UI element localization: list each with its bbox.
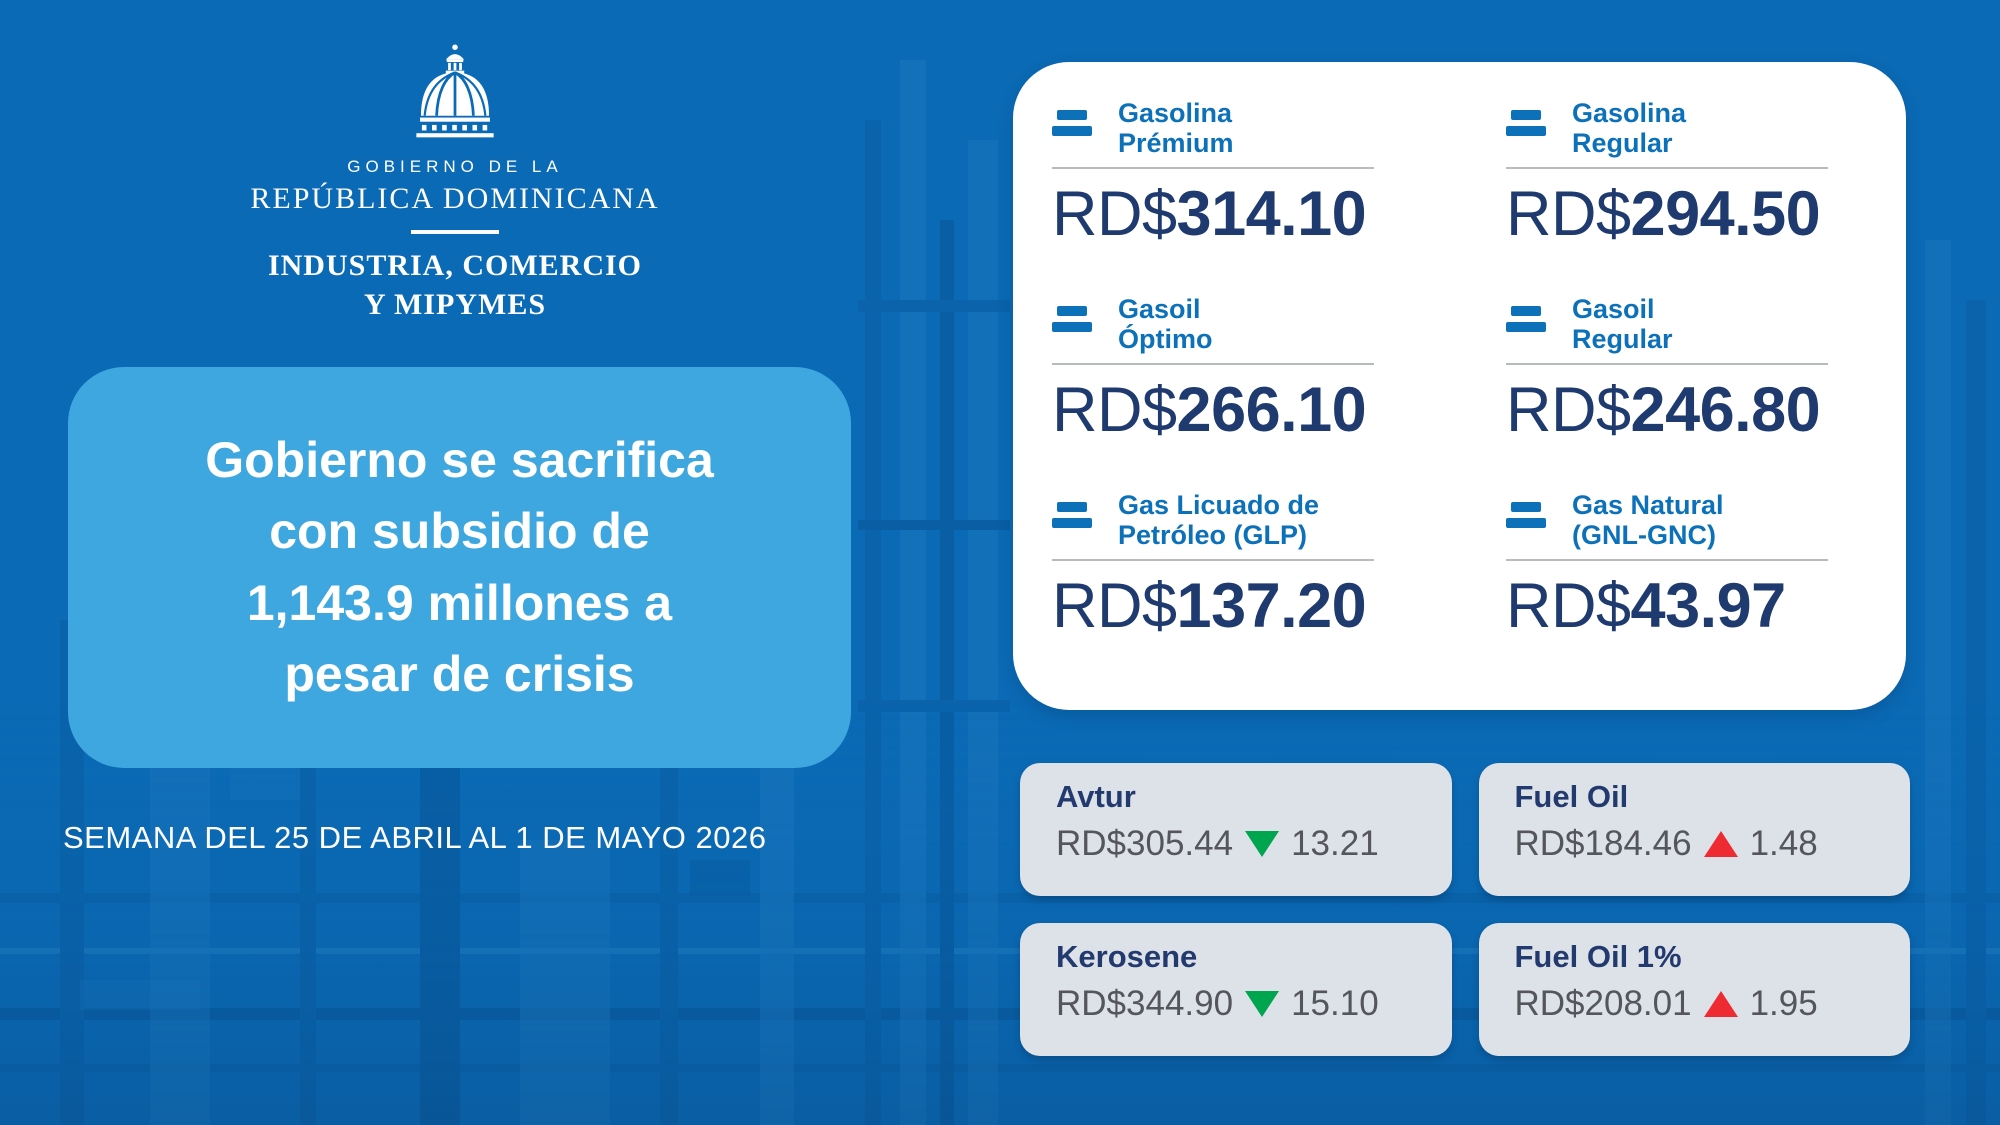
price-change-value: 1.48 <box>1749 824 1818 863</box>
fuel-item-underline <box>1506 363 1828 365</box>
currency-prefix: RD$ <box>1506 571 1631 642</box>
fuel-item-header <box>1052 98 1465 158</box>
fuel-prices-grid <box>1013 62 1906 710</box>
price-number: 294.50 <box>1630 179 1821 250</box>
fuel-item-underline <box>1506 559 1828 561</box>
headline-line-4: pesar de crisis <box>284 646 635 702</box>
fuel-item-header <box>1052 490 1465 550</box>
fuel-name-line1: Gas Natural <box>1572 490 1724 520</box>
secondary-price-row <box>1515 984 1911 1024</box>
price-number: 137.20 <box>1176 571 1367 642</box>
fuel-name-line1: Gas Licuado de <box>1118 490 1320 520</box>
fuel-name <box>1572 98 1686 158</box>
price-number: 43.97 <box>1630 571 1786 642</box>
currency-prefix: RD$ <box>1506 375 1631 446</box>
currency-prefix: RD$ <box>1052 179 1177 250</box>
republica-dominicana-text: REPÚBLICA DOMINICANA <box>250 182 660 215</box>
fuel-price-item <box>1052 490 1465 686</box>
fuel-name-line1: Gasoil <box>1572 294 1655 324</box>
secondary-fuel-name: Avtur <box>1056 779 1136 814</box>
price-number: 314.10 <box>1176 179 1367 250</box>
fuel-price-value <box>1506 178 1878 250</box>
fuel-name <box>1572 490 1724 550</box>
fuel-bars-icon <box>1506 306 1546 332</box>
secondary-fuel-name: Fuel Oil 1% <box>1514 939 1682 974</box>
headline-line-3: 1,143.9 millones a <box>246 574 673 631</box>
main-fuel-prices-card <box>1013 62 1906 710</box>
fuel-price-value <box>1506 374 1878 446</box>
ministry-name-line1: INDUSTRIA, COMERCIO <box>267 249 643 282</box>
headline-card <box>68 367 851 768</box>
fuel-item-header <box>1506 490 1878 550</box>
fuel-item-header <box>1506 294 1878 354</box>
price-change-value: 13.21 <box>1291 824 1379 863</box>
secondary-price-row <box>1515 824 1911 864</box>
fuel-bars-icon <box>1052 110 1092 136</box>
arrow-up-icon <box>1704 991 1738 1017</box>
fuel-item-underline <box>1506 167 1828 169</box>
fuel-name <box>1118 98 1234 158</box>
fuel-name <box>1118 490 1319 550</box>
fuel-price-value <box>1506 570 1878 642</box>
fuel-price-item <box>1465 98 1878 294</box>
secondary-price-card <box>1020 763 1452 896</box>
price-change-value: 15.10 <box>1291 984 1379 1023</box>
fuel-name-line2: Óptimo <box>1118 324 1213 355</box>
arrow-down-icon <box>1245 991 1279 1017</box>
secondary-fuels-grid <box>1020 763 1910 1056</box>
fuel-price-item <box>1465 294 1878 490</box>
fuel-price-value <box>1052 570 1465 642</box>
currency-prefix: RD$ <box>1052 571 1177 642</box>
fuel-item-header <box>1506 98 1878 158</box>
secondary-price-card <box>1020 923 1452 1056</box>
fuel-price-item <box>1052 294 1465 490</box>
fuel-price-item <box>1052 98 1465 294</box>
ministry-name-line2: Y MIPYMES <box>363 288 547 321</box>
fuel-name-line1: Gasolina <box>1118 98 1233 128</box>
government-logo-block <box>155 44 755 322</box>
fuel-bars-icon <box>1506 110 1546 136</box>
price-number: 266.10 <box>1176 375 1367 446</box>
fuel-bars-icon <box>1052 306 1092 332</box>
gobierno-de-la-text: GOBIERNO DE LA <box>347 157 563 176</box>
fuel-price-value <box>1052 374 1465 446</box>
arrow-up-icon <box>1704 831 1738 857</box>
headline-text <box>205 425 714 711</box>
headline-line-2: con subsidio de <box>269 503 650 559</box>
arrow-down-icon <box>1245 831 1279 857</box>
fuel-name-line1: Gasoil <box>1118 294 1201 324</box>
fuel-price-item <box>1465 490 1878 686</box>
currency-prefix: RD$ <box>1052 375 1177 446</box>
secondary-price-row <box>1056 984 1452 1024</box>
headline-line-1: Gobierno se sacrifica <box>205 431 714 488</box>
secondary-fuel-name: Kerosene <box>1056 939 1198 974</box>
fuel-bars-icon <box>1506 502 1546 528</box>
fuel-name-line2: Regular <box>1572 128 1673 159</box>
fuel-name-line2: (GNL-GNC) <box>1572 520 1716 551</box>
fuel-name <box>1118 294 1213 354</box>
fuel-name-line1: Gasolina <box>1572 98 1687 128</box>
secondary-price-row <box>1056 824 1452 864</box>
secondary-price-card <box>1479 923 1911 1056</box>
fuel-bars-icon <box>1052 502 1092 528</box>
fuel-name-line2: Regular <box>1572 324 1673 355</box>
fuel-item-underline <box>1052 363 1374 365</box>
secondary-price: RD$305.44 <box>1056 824 1234 863</box>
logo-divider <box>411 230 499 234</box>
secondary-fuel-name: Fuel Oil <box>1514 779 1629 814</box>
secondary-price-card <box>1479 763 1911 896</box>
week-range-label: SEMANA DEL 25 DE ABRIL AL 1 DE MAYO 2026 <box>63 820 767 855</box>
fuel-item-header <box>1052 294 1465 354</box>
fuel-name-line2: Prémium <box>1118 128 1234 159</box>
national-palace-dome-icon <box>409 44 501 147</box>
price-number: 246.80 <box>1630 375 1821 446</box>
fuel-name <box>1572 294 1673 354</box>
currency-prefix: RD$ <box>1506 179 1631 250</box>
fuel-item-underline <box>1052 559 1374 561</box>
secondary-price: RD$184.46 <box>1514 824 1692 863</box>
fuel-name-line2: Petróleo (GLP) <box>1118 520 1308 551</box>
secondary-price: RD$344.90 <box>1056 984 1234 1023</box>
price-change-value: 1.95 <box>1749 984 1818 1023</box>
secondary-price: RD$208.01 <box>1514 984 1692 1023</box>
fuel-price-value <box>1052 178 1465 250</box>
fuel-item-underline <box>1052 167 1374 169</box>
